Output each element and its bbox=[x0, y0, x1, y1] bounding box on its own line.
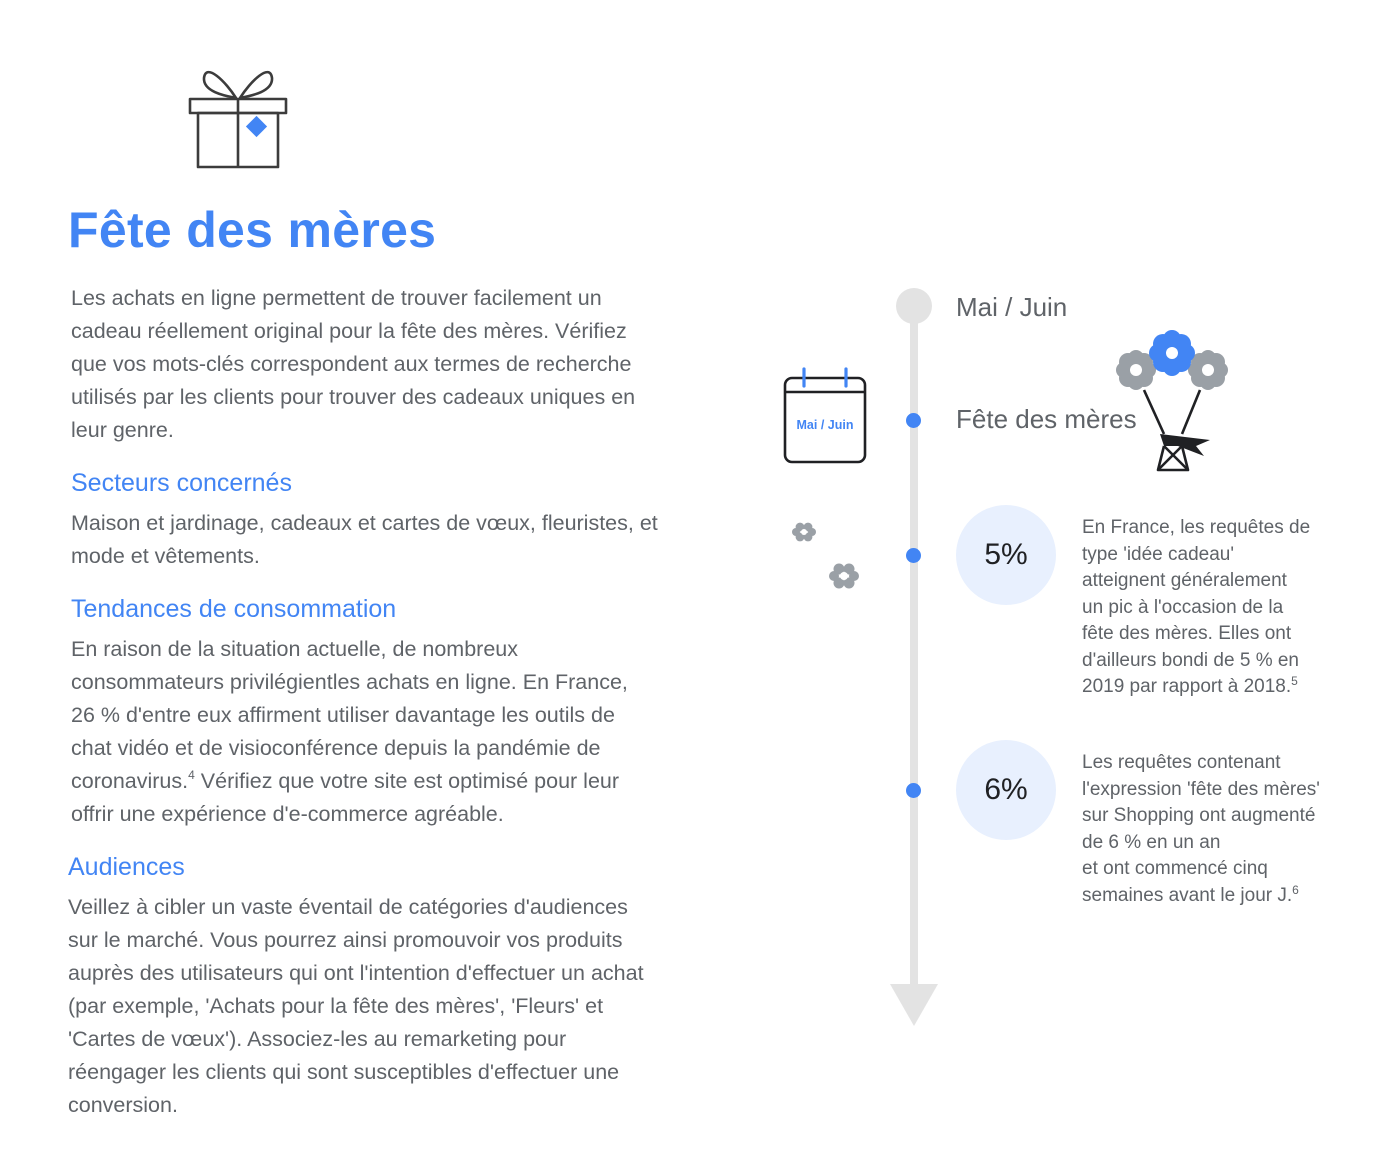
audiences-line: auprès des utilisateurs qui ont l'intention d'effectuer un achat bbox=[68, 961, 644, 985]
trends-line5-end: Vérifiez que votre site est optimisé pour leur bbox=[194, 769, 620, 793]
flower-icon bbox=[829, 561, 859, 591]
trends-line: chat vidéo et de visioconférence depuis la pandémie de bbox=[71, 736, 601, 760]
stat-line: type 'idée cadeau' bbox=[1082, 543, 1234, 565]
stat-line: de 6 % en un an bbox=[1082, 831, 1221, 853]
intro-line: leur genre. bbox=[71, 418, 174, 442]
page-title: Fête des mères bbox=[68, 202, 437, 258]
gift-icon bbox=[186, 62, 290, 172]
trends-line5-start: coronavirus. bbox=[71, 769, 189, 793]
trends-line bbox=[71, 765, 628, 798]
intro-line: Les achats en ligne permettent de trouver facilement un bbox=[71, 286, 602, 310]
trends-line: En raison de la situation actuelle, de nombreux bbox=[71, 637, 518, 661]
calendar-label: Mai / Juin bbox=[796, 418, 854, 432]
calendar-icon bbox=[782, 366, 868, 466]
audiences-line: conversion. bbox=[68, 1093, 178, 1117]
audiences-line: (par exemple, 'Achats pour la fête des mères', 'Fleurs' et bbox=[68, 994, 604, 1018]
stat-circle: 5% bbox=[956, 505, 1056, 605]
stat-line bbox=[1082, 883, 1320, 910]
audiences-heading: Audiences bbox=[68, 853, 185, 881]
audiences-paragraph bbox=[68, 891, 644, 1122]
stat-description bbox=[1082, 515, 1310, 701]
timeline-dot-event bbox=[906, 413, 921, 428]
sectors-line: Maison et jardinage, cadeaux et cartes de vœux, fleuristes, et bbox=[71, 511, 658, 535]
sectors-line: mode et vêtements. bbox=[71, 544, 260, 568]
stat-line: Les requêtes contenant bbox=[1082, 752, 1281, 773]
timeline-dot-stat2 bbox=[906, 783, 921, 798]
audiences-line: sur le marché. Vous pourrez ainsi promouvoir vos produits bbox=[68, 928, 623, 952]
trends-line: 26 % d'entre eux affirment utiliser davantage les outils de bbox=[71, 703, 615, 727]
flower-icon bbox=[792, 520, 816, 544]
trends-line: offrir une expérience d'e-commerce agréable. bbox=[71, 802, 504, 826]
stat-line: un pic à l'occasion de la bbox=[1082, 596, 1284, 618]
timeline-event-label: Fête des mères bbox=[956, 404, 1137, 434]
intro-line: que vos mots-clés correspondent aux termes de recherche bbox=[71, 352, 632, 376]
footnote-5: 5 bbox=[1291, 674, 1298, 688]
stat-description bbox=[1082, 750, 1320, 909]
stat-line: fête des mères. Elles ont bbox=[1082, 623, 1292, 644]
trends-paragraph bbox=[71, 633, 628, 831]
stat-line bbox=[1082, 674, 1310, 701]
timeline-arrow bbox=[888, 284, 940, 1030]
stat-line-text: semaines avant le jour J. bbox=[1082, 884, 1293, 906]
timeline-period-label: Mai / Juin bbox=[956, 292, 1068, 322]
audiences-line: 'Cartes de vœux'). Associez-les au remarketing pour bbox=[68, 1027, 567, 1051]
stat-line-text: 2019 par rapport à 2018. bbox=[1082, 676, 1292, 697]
timeline-dot-stat1 bbox=[906, 548, 921, 563]
intro-line: utilisés par les clients pour trouver des cadeaux uniques en bbox=[71, 385, 636, 409]
stat-line: et ont commencé cinq bbox=[1082, 858, 1268, 879]
intro-line: cadeau réellement original pour la fête des mères. Vérifiez bbox=[71, 319, 627, 343]
audiences-line: réengager les clients qui sont susceptibles d'effectuer une bbox=[68, 1060, 620, 1084]
stat-line: atteignent généralement bbox=[1082, 570, 1287, 591]
stat-line: l'expression 'fête des mères' bbox=[1082, 778, 1320, 800]
trends-heading: Tendances de consommation bbox=[71, 595, 397, 623]
sectors-paragraph bbox=[71, 507, 658, 573]
stat-line: sur Shopping ont augmenté bbox=[1082, 805, 1316, 826]
footnote-4: 4 bbox=[188, 768, 195, 782]
audiences-line: Veillez à cibler un vaste éventail de catégories d'audiences bbox=[68, 895, 628, 919]
trends-line: consommateurs privilégientles achats en ligne. En France, bbox=[71, 670, 628, 694]
footnote-6: 6 bbox=[1292, 882, 1299, 897]
bouquet-icon bbox=[1112, 328, 1232, 476]
sectors-heading: Secteurs concernés bbox=[71, 469, 292, 497]
intro-paragraph bbox=[71, 282, 635, 447]
stat-line: En France, les requêtes de bbox=[1082, 517, 1311, 538]
stat-line: d'ailleurs bondi de 5 % en bbox=[1082, 649, 1299, 671]
stat-circle: 6% bbox=[956, 740, 1056, 840]
